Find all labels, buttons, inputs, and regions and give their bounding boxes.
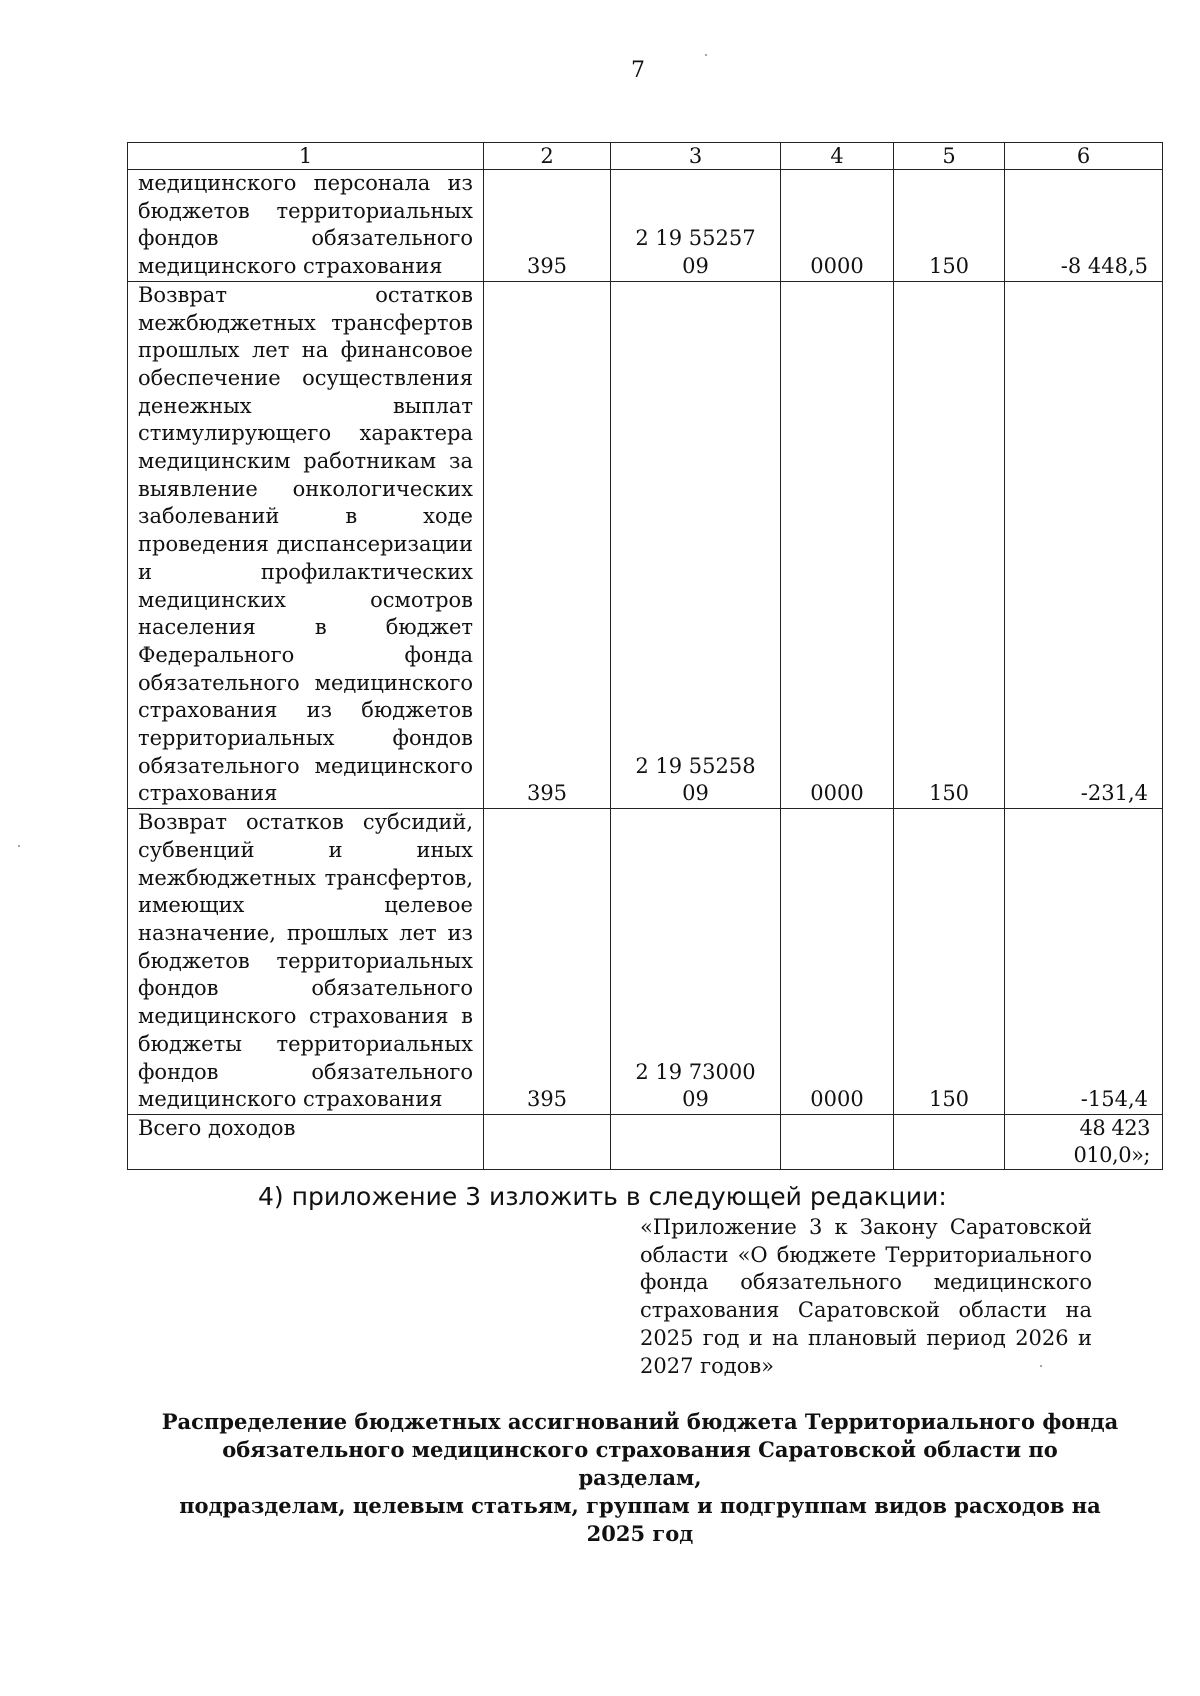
appendix-reference: «Приложение 3 к Закону Саратовской области «О бюджете Территориального фонда обязательного медицинского страхования Саратовской области на 2025 год и на плановый период 2026 и 2027 годов» — [640, 1215, 1092, 1378]
row-description: Возврат остатков субсидий, субвенций и иных межбюджетных трансфертов, имеющих целевое назначение, прошлых лет из бюджетов территориальных фондов обязательного медицинского страхования в бюджеты территориальных фондов обязательного медицинского страхования — [128, 809, 484, 1115]
kind-cell: 150 — [894, 809, 1005, 1115]
heading-line: подразделам, целевым статьям, группам и подгруппам видов расходов на 2025 год — [179, 1493, 1101, 1546]
admin-code-cell: 395 — [484, 809, 611, 1115]
row-description: Возврат остатков межбюджетных трансфертов прошлых лет на финансовое обеспечение осуществления денежных выплат стимулирующего характера медицинским работникам за выявление онкологических заболеваний в ходе проведения диспансеризации и профилактических медицинских осмотров населения в бюджет Федерального фонда обязательного медицинского страхования из бюджетов территориальных фондов обязательного медицинского страхования — [128, 281, 484, 808]
empty-cell — [894, 1114, 1005, 1169]
admin-code-cell: 395 — [484, 281, 611, 808]
page-number: 7 — [631, 58, 645, 83]
table-header-row — [128, 143, 1163, 170]
table-row — [128, 809, 1163, 1115]
table-row — [128, 281, 1163, 808]
empty-cell — [484, 1114, 611, 1169]
amount-cell: -154,4 — [1005, 809, 1163, 1115]
column-header: 3 — [611, 143, 781, 170]
total-amount: 48 423 010,0»; — [1005, 1114, 1163, 1169]
scan-speck — [705, 54, 707, 56]
row-description: медицинского персонала из бюджетов территориальных фондов обязательного медицинского страхования — [128, 170, 484, 282]
column-header: 2 — [484, 143, 611, 170]
scan-speck — [18, 845, 20, 847]
program-cell: 0000 — [781, 170, 894, 282]
heading-line: обязательного медицинского страхования Саратовской области по разделам, — [222, 1437, 1058, 1490]
revenue-table — [127, 142, 1163, 1170]
total-label: Всего доходов — [128, 1114, 484, 1169]
empty-cell — [611, 1114, 781, 1169]
section-heading — [160, 1408, 1120, 1548]
kbk-cell: 2 19 73000 09 — [611, 809, 781, 1115]
kbk-cell: 2 19 55258 09 — [611, 281, 781, 808]
column-header: 1 — [128, 143, 484, 170]
table-row — [128, 170, 1163, 282]
admin-code-cell: 395 — [484, 170, 611, 282]
program-cell: 0000 — [781, 281, 894, 808]
kind-cell: 150 — [894, 170, 1005, 282]
column-header: 6 — [1005, 143, 1163, 170]
column-header: 4 — [781, 143, 894, 170]
total-row — [128, 1114, 1163, 1169]
heading-line: Распределение бюджетных ассигнований бюджета Территориального фонда — [161, 1409, 1119, 1434]
kbk-cell: 2 19 55257 09 — [611, 170, 781, 282]
empty-cell — [781, 1114, 894, 1169]
amendment-instruction: 4) приложение 3 изложить в следующей редакции: — [258, 1182, 947, 1211]
amount-cell: -8 448,5 — [1005, 170, 1163, 282]
program-cell: 0000 — [781, 809, 894, 1115]
kind-cell: 150 — [894, 281, 1005, 808]
column-header: 5 — [894, 143, 1005, 170]
amount-cell: -231,4 — [1005, 281, 1163, 808]
